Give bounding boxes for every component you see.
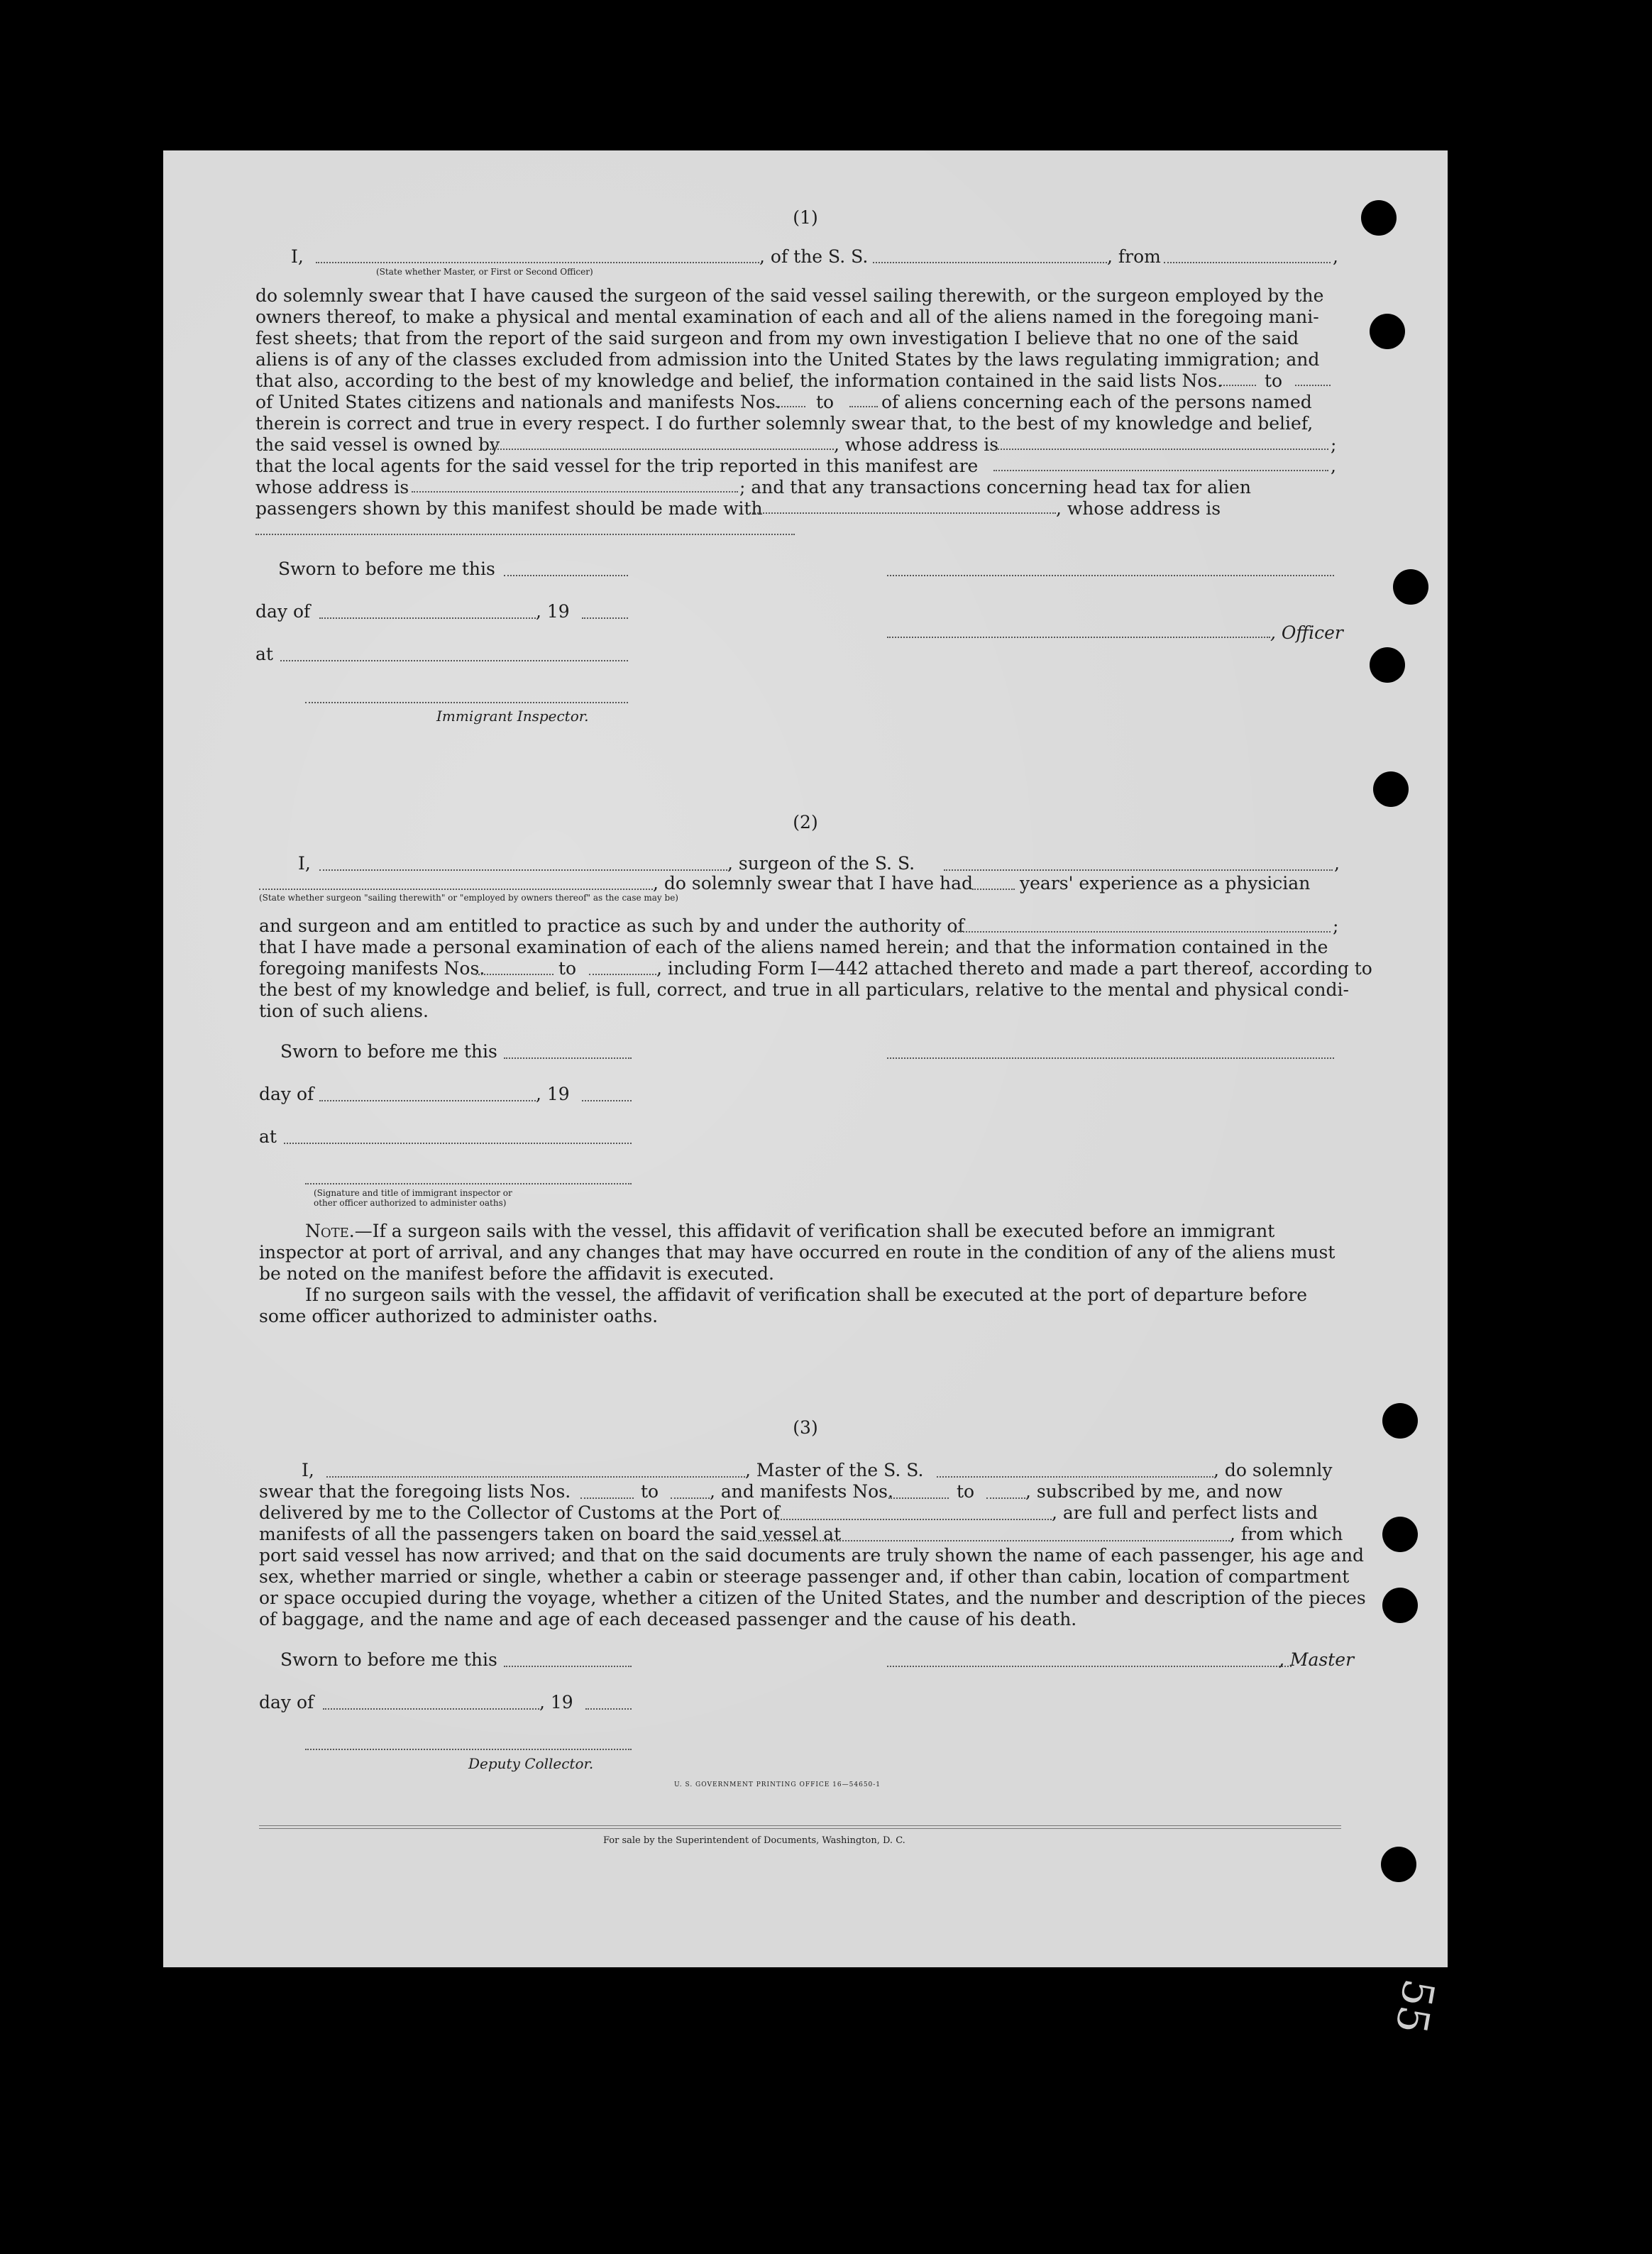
sale-notice: For sale by the Superintendent of Documents, Washington, D. C.	[603, 1835, 905, 1846]
body-line: fest sheets; that from the report of the said surgeon and from my own investigation I believe that no one of the said	[255, 328, 1299, 348]
whose-address-label: , whose address is	[834, 434, 999, 455]
to-label: to	[957, 1481, 975, 1502]
master-of-label: , Master of the S. S.	[745, 1460, 924, 1480]
semicolon: ;	[1331, 434, 1337, 455]
comma: ,	[1331, 456, 1336, 476]
note-label: Note.	[305, 1221, 355, 1241]
i-label: I,	[298, 853, 311, 874]
year-label: , 19	[536, 1084, 570, 1104]
collector-signature-field[interactable]	[305, 1749, 632, 1750]
year-field[interactable]	[585, 1708, 632, 1710]
passengers-label: passengers shown by this manifest should be made with	[255, 498, 763, 519]
section-number: (3)	[793, 1417, 818, 1438]
master-signature-field[interactable]	[887, 1666, 1292, 1667]
section-number: (1)	[793, 207, 818, 228]
surgeon-status-field[interactable]	[259, 889, 653, 890]
day-field[interactable]	[319, 617, 536, 619]
from-which-label: , from which	[1230, 1524, 1343, 1544]
local-agents-field[interactable]	[993, 470, 1328, 471]
year-label: , 19	[539, 1692, 573, 1713]
printing-office-line: U. S. GOVERNMENT PRINTING OFFICE 16—54650-1	[674, 1781, 881, 1788]
semicolon: ;	[1333, 916, 1339, 936]
body-line: the best of my knowledge and belief, is full, correct, and true in all particulars, relative to the mental and physical condi-	[259, 979, 1349, 1000]
i-label: I,	[291, 246, 304, 267]
note-line: some officer authorized to administer oaths.	[259, 1306, 659, 1326]
body-line: , including Form I—442 attached thereto and made a part thereof, according to	[656, 958, 1372, 979]
manifests-to-field[interactable]	[849, 406, 878, 407]
to-label: to	[816, 392, 835, 412]
year-label: , 19	[536, 601, 570, 622]
day-field[interactable]	[319, 1100, 536, 1101]
local-agents-label: that the local agents for the said vessel for the trip reported in this manifest are	[255, 456, 979, 476]
punch-hole	[1381, 1847, 1416, 1882]
manifests-from-field[interactable]	[888, 1497, 949, 1499]
body-line: and surgeon and am entitled to practice as such by and under the authority of	[259, 916, 964, 936]
document-page	[163, 150, 1448, 2038]
signature-caption: other officer authorized to administer oaths)	[314, 1198, 507, 1208]
comma: ,	[1333, 246, 1338, 267]
i-label: I,	[302, 1460, 314, 1480]
inspector-label: Immigrant Inspector.	[436, 708, 589, 725]
manifests-from-field[interactable]	[770, 406, 805, 407]
surgeon-signature-field[interactable]	[887, 1057, 1334, 1059]
surgeon-of-label: , surgeon of the S. S.	[727, 853, 915, 874]
surgeon-name-field[interactable]	[319, 869, 727, 871]
master-name-field[interactable]	[326, 1476, 745, 1478]
embarkation-port-field[interactable]	[758, 1540, 1230, 1541]
state-caption: (State whether Master, or First or Second Officer)	[376, 267, 593, 277]
head-tax-address-field[interactable]	[255, 534, 795, 535]
delivered-label: delivered by me to the Collector of Customs at the Port of	[259, 1502, 780, 1523]
note-line: If no surgeon sails with the vessel, the affidavit of verification shall be executed at the port of departure before	[305, 1285, 1307, 1305]
officer-signature-field[interactable]	[887, 575, 1334, 576]
years-label: years' experience as a physician	[1020, 873, 1311, 894]
from-label: , from	[1107, 246, 1161, 267]
punch-hole	[1382, 1588, 1418, 1623]
inspector-signature-field[interactable]	[305, 1183, 632, 1184]
do-solemnly-label: , do solemnly	[1213, 1460, 1333, 1480]
punch-hole	[1370, 314, 1405, 349]
at-label: at	[259, 1126, 277, 1147]
owned-label: the said vessel is owned by	[255, 434, 500, 455]
day-field[interactable]	[323, 1708, 539, 1710]
body-line: ; and that any transactions concerning head tax for alien	[739, 477, 1251, 497]
foregoing-label: foregoing manifests Nos.	[259, 958, 485, 979]
sworn-label: Sworn to before me this	[280, 1041, 497, 1062]
lists-to-field[interactable]	[1295, 385, 1331, 386]
manifests-all-label: manifests of all the passengers taken on board the said vessel at	[259, 1524, 842, 1544]
year-field[interactable]	[582, 617, 628, 619]
note-line	[305, 1221, 1274, 1242]
day-of-label: day of	[259, 1692, 314, 1713]
sworn-field[interactable]	[504, 575, 628, 576]
body-line: of baggage, and the name and age of each deceased passenger and the cause of his death.	[259, 1609, 1077, 1629]
day-of-label: day of	[255, 601, 311, 622]
ship-name-field[interactable]	[937, 1476, 1213, 1478]
inspector-signature-field[interactable]	[305, 702, 628, 703]
officer-title-field[interactable]	[887, 637, 1270, 638]
sworn-label: Sworn to before me this	[280, 1649, 497, 1670]
at-field[interactable]	[284, 1143, 632, 1144]
day-of-label: day of	[259, 1084, 314, 1104]
of-ss-label: , of the S. S.	[759, 246, 869, 267]
comma: ,	[1334, 853, 1340, 874]
body-line: sex, whether married or single, whether a cabin or steerage passenger and, if other than cabin, location of compartment	[259, 1566, 1350, 1587]
body-line: therein is correct and true in every respect. I do further solemnly swear that, to the best of my knowledge and belief,	[255, 413, 1314, 434]
body-line: aliens is of any of the classes excluded from admission into the United States by the laws regulating immigration; and	[255, 349, 1320, 370]
body-line: that also, according to the best of my knowledge and belief, the information contained in the said lists Nos.	[255, 370, 1223, 391]
owner-address-field[interactable]	[995, 449, 1328, 450]
body-line: , are full and perfect lists and	[1052, 1502, 1318, 1523]
body-line: of United States citizens and nationals and manifests Nos.	[255, 392, 781, 412]
year-field[interactable]	[582, 1100, 632, 1101]
section-number: (2)	[793, 812, 818, 832]
whose-address-label: whose address is	[255, 477, 409, 497]
whose-address-label: , whose address is	[1056, 498, 1221, 519]
lists-from-field[interactable]	[1221, 385, 1256, 386]
at-label: at	[255, 644, 273, 664]
manifests-to-field[interactable]	[589, 974, 656, 975]
master-label: , Master	[1279, 1649, 1355, 1670]
at-field[interactable]	[280, 660, 628, 661]
and-manifests-label: , and manifests Nos.	[710, 1481, 893, 1502]
ship-name-field[interactable]	[944, 869, 1333, 871]
punch-hole	[1373, 771, 1409, 807]
punch-hole	[1393, 569, 1428, 605]
footer-rule	[259, 1828, 1341, 1829]
body-line: , subscribed by me, and now	[1025, 1481, 1283, 1502]
swear-label: swear that the foregoing lists Nos.	[259, 1481, 571, 1502]
to-label: to	[641, 1481, 659, 1502]
agents-address-field[interactable]	[412, 491, 738, 493]
officer-rank-field[interactable]	[316, 262, 759, 263]
manifests-to-field[interactable]	[986, 1497, 1025, 1499]
body-line: port said vessel has now arrived; and that on the said documents are truly shown the name of each passenger, his age and	[259, 1545, 1365, 1566]
port-field[interactable]	[775, 1519, 1052, 1520]
officer-label: , Officer	[1270, 622, 1343, 643]
sworn-label: Sworn to before me this	[278, 559, 495, 579]
body-line: that I have made a personal examination of each of the aliens named herein; and that the information contained in the	[259, 937, 1328, 957]
to-label: to	[1265, 370, 1283, 391]
departure-port-field[interactable]	[1164, 262, 1331, 263]
lists-from-field[interactable]	[580, 1497, 634, 1499]
authority-field[interactable]	[951, 931, 1331, 933]
ship-name-field[interactable]	[873, 262, 1107, 263]
state-caption: (State whether surgeon "sailing therewith" or "employed by owners thereof" as the case may be)	[259, 893, 678, 903]
note-line: inspector at port of arrival, and any changes that may have occurred en route in the condition of any of the aliens must	[259, 1242, 1336, 1263]
sworn-field[interactable]	[504, 1666, 632, 1667]
body-line: of aliens concerning each of the persons named	[881, 392, 1312, 412]
punch-hole	[1370, 647, 1405, 683]
owner-field[interactable]	[490, 449, 834, 450]
body-line: tion of such aliens.	[259, 1001, 429, 1021]
years-field[interactable]	[972, 889, 1015, 890]
body-line: or space occupied during the voyage, whether a citizen of the United States, and the number and description of the pieces	[259, 1588, 1366, 1608]
signature-caption: (Signature and title of immigrant inspector or	[314, 1188, 512, 1198]
head-tax-contact-field[interactable]	[752, 512, 1056, 514]
body-line: owners thereof, to make a physical and mental examination of each and all of the aliens named in the foregoing mani-	[255, 307, 1319, 327]
note-text: —If a surgeon sails with the vessel, this affidavit of verification shall be executed before an immigrant	[354, 1221, 1275, 1241]
body-line: do solemnly swear that I have caused the surgeon of the said vessel sailing therewith, or the surgeon employed by the	[255, 285, 1324, 306]
sworn-field[interactable]	[504, 1057, 632, 1059]
do-solemnly-label: , do solemnly swear that I have had	[653, 873, 974, 894]
manifests-from-field[interactable]	[475, 974, 554, 975]
handwritten-page-number: 55	[1385, 1975, 1444, 2038]
footer-rule	[259, 1825, 1341, 1826]
lists-to-field[interactable]	[671, 1497, 710, 1499]
deputy-collector-label: Deputy Collector.	[468, 1755, 594, 1772]
punch-hole	[1382, 1517, 1418, 1552]
to-label: to	[558, 958, 577, 979]
note-line: be noted on the manifest before the affidavit is executed.	[259, 1263, 774, 1284]
